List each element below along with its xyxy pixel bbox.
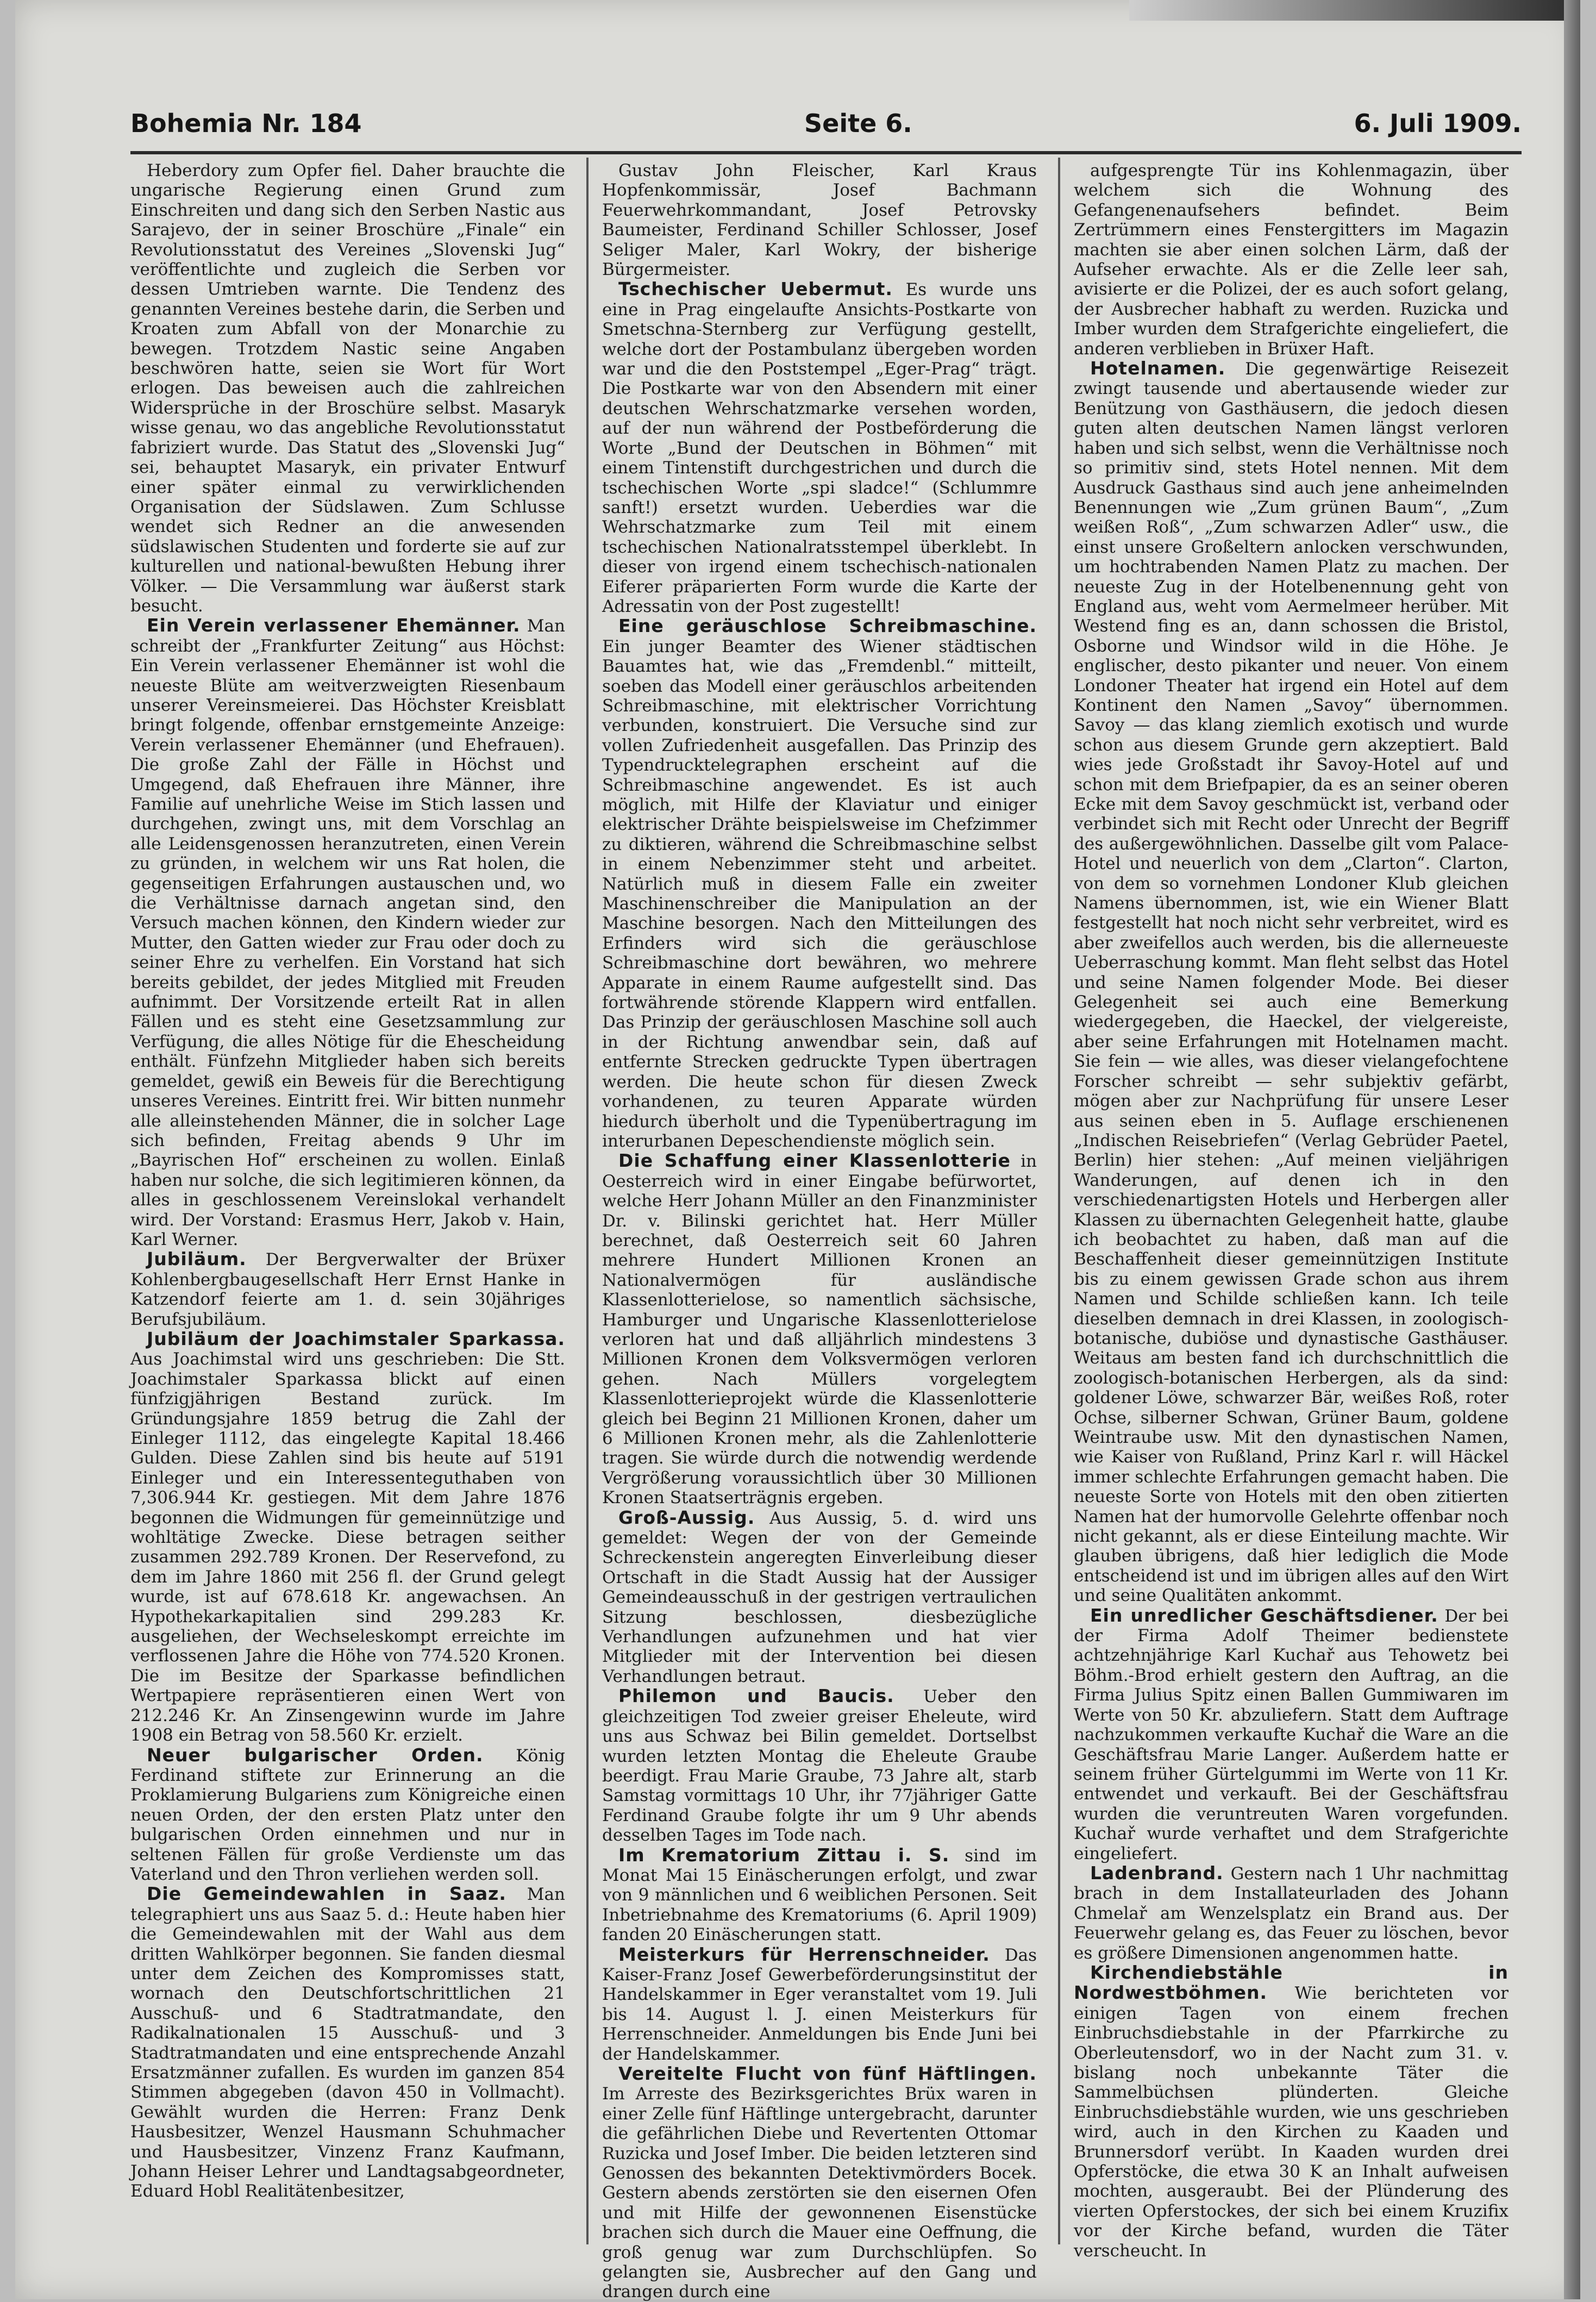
column-divider <box>1058 158 1060 2244</box>
article-headline: Hotelnamen. <box>1090 358 1226 379</box>
article-headline: Jubiläum. <box>147 1248 247 1270</box>
article-headline: Vereitelte Flucht von fünf Häftlingen. <box>618 2063 1037 2084</box>
article-body: Aus Aussig, 5. d. wird uns gemeldet: Wegen der von der Gemeinde Schreckenstein angeregten Einverleibung dieser Ortschaft in die Stadt Aussig hat der Aussiger Gemeindeausschuß in der gestrigen vertraulichen Sitzung beschlossen, diesbezügliche Verhandlungen aufzunehmen und hat vier Mitglieder mit der Intervention bei diesen Verhandlungen betraut. <box>602 1508 1037 1686</box>
article <box>602 1151 1037 1507</box>
article <box>130 1746 565 1885</box>
article-headline: Philemon und Baucis. <box>618 1685 894 1707</box>
article-body: Ein junger Beamter des Wiener städtischen Bauamtes hat, wie das „Fremdenbl.“ mitteilt, soeben das Modell einer geräuschlos arbeitenden Schreibmaschine, mit elektrischer Vorrichtung verbunden, konstruiert. Die Versuche sind zur vollen Zufriedenheit ausgefallen. Das Prinzip des Typendrucktelegraphen erscheint auf die Schreibmaschine angewendet. Es ist auch möglich, mit Hilfe der Klaviatur und einiger elektrischer Drähte beispielsweise im Chefzimmer zu diktieren, während die Schreibmaschine selbst in einem Nebenzimmer steht und arbeitet. Natürlich muß in diesem Falle ein zweiter Maschinenschreiber die Manipulation an der Maschine besorgen. Nach den Mitteilungen des Erfinders wird sich die geräuschlose Schreibmaschine dort bewähren, wo mehrere Apparate in einem Raume aufgestellt sind. Das fortwährende störende Klappern wird entfallen. Das Prinzip der geräuschlosen Maschine soll auch in der Richtung anwendbar sein, daß auf entfernte Strecken gedruckte Typen übertragen werden. Die heute schon für diesen Zweck vorhandenen, zu teuren Apparate würden hiedurch überholt und die Typenübertragung im interurbanen Depeschendienste möglich sein. <box>602 636 1037 1151</box>
article-body: Man schreibt der „Frankfurter Zeitung“ aus Höchst: Ein Verein verlassener Ehemänner ist wohl die neueste Blüte am weitverzweigten Riesenbaum unserer Vereinsmeierei. Das Höchster Kreisblatt bringt folgende, offenbar ernstgemeinte Anzeige: Verein verlassener Ehemänner (und Ehefrauen). Die große Zahl der Fälle in Höchst und Umgegend, daß Ehefrauen ihre Männer, ihre Familie auf unehrliche Weise im Stich lassen und durchgehen, zwingt uns, mit dem Vorschlag an alle Leidensgenossen heranzutreten, einen Verein zu gründen, in welchem wir uns Rat holen, die gegenseitigen Erfahrungen austauschen und, wo die Verhältnisse darnach angetan sind, den Versuch machen können, den Kindern wieder zur Mutter, den Gatten wieder zur Frau oder doch zu seiner Ehre zu verhelfen. Ein Vorstand hat sich bereits gebildet, der jedes Mitglied mit Freuden aufnimmt. Der Vorsitzende erteilt Rat in allen Fällen und es steht eine Gesetzsammlung zur Verfügung, die alles Nötige für die Ehescheidung enthält. Fünfzehn Mitglieder haben sich bereits gemeldet, gewiß ein Beweis für die Berechtigung unseres Vereines. Eintritt frei. Wir bitten nunmehr alle alleinstehenden Männer, die in solcher Lage sich befinden, Freitag abends 9 Uhr im „Bayrischen Hof“ erscheinen zu wollen. Einlaß haben nur solche, die sich legitimieren können, da alles in geschlossenem Vereinslokal verhandelt wird. Der Vorstand: Erasmus Herr, Jakob v. Hain, Karl Werner. <box>130 616 565 1249</box>
issue-date: 6. Juli 1909. <box>1354 109 1522 138</box>
article-headline: Im Krematorium Zittau i. S. <box>618 1844 950 1866</box>
article <box>130 1884 565 2201</box>
article <box>130 161 565 616</box>
article-body: Das Kaiser-Franz Josef Gewerbeförderungsinstitut der Handelskammer in Eger veranstaltet vom 19. Juli bis 14. August l. J. einen Meisterkurs für Herrenschneider. Anmeldungen bis Ende Juni bei der Handelskammer. <box>602 1945 1037 2064</box>
article-body: in Oesterreich wird in einer Eingabe befürwortet, welche Herr Johann Müller an den Finanzminister Dr. v. Bilinski gerichtet hat. Herr Müller berechnet, daß Oesterreich seit 60 Jahren mehrere Hundert Millionen Kronen an Nationalvermögen für ausländische Klassenlotterielose, so namentlich sächsische, Hamburger und Ungarische Klassenlotterielose verloren hat und daß alljährlich mindestens 3 Millionen Kronen dem Volksvermögen verloren gehen. Nach Müllers vorgelegtem Klassenlotterieprojekt würde die Klassenlotterie gleich bei Beginn 21 Millionen Kronen, daher um 6 Millionen Kronen mehr, als die Zahlenlotterie tragen. Sie würde durch die notwendig werdende Vergrößerung voraussichtlich über 30 Millionen Kronen Staatserträgnis ergeben. <box>602 1152 1037 1508</box>
header-rule <box>130 151 1522 154</box>
article-body: Der Bergverwalter der Brüxer Kohlenbergbaugesellschaft Herr Ernst Hanke in Katzendorf feierte am 1. d. sein 30jähriges Berufsjubiläum. <box>130 1250 565 1329</box>
article-headline: Ein unredlicher Geschäftsdiener. <box>1090 1604 1438 1626</box>
article-headline: Tschechischer Uebermut. <box>618 278 893 300</box>
article <box>602 279 1037 616</box>
article <box>602 1846 1037 1945</box>
article <box>1074 1606 1509 1863</box>
article-body: Es wurde uns eine in Prag eingelaufte Ansichts-Postkarte von Smetschna-Sternberg zur Verfügung gestellt, welche dort der Postambulanz übergeben worden war und die den Poststempel „Eger-Prag“ trägt. Die Postkarte war von den Absendern mit einer deutschen Wehrschatzmarke versehen worden, auf der nun während der Postbeförderung die Worte „Bund der Deutschen in Böhmen“ mit einem Tintenstift durchgestrichen und durch die tschechischen Worte „spi sladce!“ (Schlummre sanft!) ersetzt wurden. Ueberdies war die Wehrschatzmarke zum Teil mit einem tschechischen Nationalratsstempel überklebt. In dieser von irgend einem tschechisch-nationalen Eiferer präparierten Form wurde die Karte der Adressatin von der Post zugestellt! <box>602 280 1037 616</box>
article-body: Gustav John Fleischer, Karl Kraus Hopfenkommissär, Josef Bachmann Feuerwehrkommandant, Josef Petrovsky Baumeister, Ferdinand Schiller Schlosser, Josef Seliger Maler, Karl Wokry, der bisherige Bürgermeister. <box>602 161 1037 280</box>
article-body: Gestern nach 1 Uhr nachmittag brach in dem Installateurladen des Johann Chmelař am Wenzelsplatz ein Brand aus. Der Feuerwehr gelang es, das Feuer zu löschen, bevor es größere Dimensionen angenommen hatte. <box>1074 1863 1509 1963</box>
article <box>1074 1863 1509 1963</box>
article <box>602 1945 1037 2064</box>
scan-edge-shadow <box>1564 0 1580 2299</box>
article-headline: Die Gemeindewahlen in Saaz. <box>147 1883 506 1905</box>
article <box>1074 1963 1509 2261</box>
article-body: Der bei der Firma Adolf Theimer bedienstete achtzehnjährige Karl Kuchař aus Tehowetz bei Böhm.-Brod erhielt gestern den Auftrag, an die Firma Julius Spitz einen Ballen Gummiwaren im Werte von 50 Kr. abzuliefern. Statt dem Auftrage nachzukommen verkaufte Kuchař die Ware an die Geschäftsfrau Marie Langer. Außerdem hatte er seinem früher Gürtelgummi im Werte von 11 Kr. entwendet und verkauft. Bei der Geschäftsfrau wurden die veruntreuten Waren vorgefunden. Kuchař wurde verhaftet und dem Strafgerichte eingeliefert. <box>1074 1606 1509 1863</box>
article <box>130 1329 565 1746</box>
article <box>602 161 1037 279</box>
column-3 <box>1074 161 1509 2261</box>
article <box>130 616 565 1249</box>
article-headline: Groß-Aussig. <box>618 1506 755 1528</box>
page-number: Seite 6. <box>804 109 912 138</box>
column-1 <box>130 161 565 2245</box>
article <box>602 1508 1037 1687</box>
article <box>130 1249 565 1329</box>
article-headline: Ein Verein verlassener Ehemänner. <box>147 615 521 636</box>
article-headline: Meisterkurs für Herrenschneider. <box>618 1943 990 1965</box>
article-body: aufgesprengte Tür ins Kohlenmagazin, über welchem sich die Wohnung des Gefangenenaufsehers befindet. Beim Zertrümmern eines Fenstergitters im Magazin machten sie aber einen solchen Lärm, daß der Aufseher erwachte. Als er die Zelle leer sah, avisierte er die Polizei, der es auch sofort gelang, der Ausbrecher habhaft zu werden. Ruzicka und Imber wurden dem Strafgerichte eingeliefert, die anderen verblieben in Brüxer Haft. <box>1074 161 1509 359</box>
article <box>1074 359 1509 1606</box>
article-headline: Neuer bulgarischer Orden. <box>147 1744 484 1766</box>
article <box>602 1686 1037 1845</box>
scan-corner-shadow <box>1129 0 1580 21</box>
article-body: sind im Monat Mai 15 Einäscherungen erfolgt, und zwar von 9 männlichen und 6 weiblichen Personen. Seit Inbetriebnahme des Krematoriums (6. April 1909) fanden 20 Einäscherungen statt. <box>602 1846 1037 1945</box>
article-body: Die gegenwärtige Reisezeit zwingt tausende und abertausende wieder zur Benützung von Gasthäusern, die jedoch diesen guten alten deutschen Namen längst verloren haben und sich selbst, wenn die Verhältnisse noch so primitiv sind, stets Hotel nennen. Mit dem Ausdruck Gasthaus sind auch jene anheimelnden Benennungen wie „Zum grünen Baum“, „Zum weißen Roß“, „Zum schwarzen Adler“ usw., die einst unsere Großeltern anlocken verschwunden, um hochtrabenden Namen Platz zu machen. Der neueste Zug in der Hotelbenennung geht von England aus, weht vom Aermelmeer herüber. Mit Westend fing es an, dann schossen die Bristol, Osborne und Windsor wild in die Höhe. Je englischer, desto pikanter und neuer. Von einem Londoner Theater hat irgend ein Hotel auf dem Kontinent den Namen „Savoy“ übernommen. Savoy — das klang ziemlich exotisch und wurde schon aus diesem Grunde gern akzeptiert. Bald wies jede Großstadt ihr Savoy-Hotel auf und schon mit dem Briefpapier, da es an seiner oberen Ecke mit dem Savoy geschmückt ist, verband oder verbindet sich mit Recht oder Unrecht der Begriff des außergewöhnlichen. Dasselbe gilt vom Palace-Hotel und neuerlich von dem „Clarton“. Clarton, von dem so vornehmen Londoner Klub gleichen Namens übernommen, ist, wie ein Wiener Blatt festgestellt hat noch nicht sehr verbreitet, wird es aber zweifellos auch werden, bis die allerneueste Ueberraschung kommt. Man fleht selbst das Hotel und seine Namen folgender Mode. Bei dieser Gelegenheit sei auch eine Bemerkung wiedergegeben, die Haeckel, der vielgereiste, aber seine Erfahrungen mit Hotelnamen macht. Sie fein — wie alles, was dieser vielangefochtene Forscher schreibt — sehr subjektiv gefärbt, mögen aber zur Nachprüfung für unsere Leser aus seinen eben in 5. Auflage erschienenen „Indischen Reisebriefen“ (Verlag Gebrüder Paetel, Berlin) hier stehen: „Auf meinen vieljährigen Wanderungen, auf denen ich in den verschiedenartigsten Hotels und Herbergen aller Klassen zu übernachten Gelegenheit hatte, glaube ich beobachtet zu haben, daß man auf die Beschaffenheit dieser gemeinnützigen Institute bis zu einem gewissen Grade schon aus ihrem Namen und Schilde schließen kann. Ich teile dieselben demnach in drei Klassen, in zoologisch-botanische, dubiöse und dynastische Gasthäuser. Weitaus am besten fand ich durchschnittlich die zoologisch-botanischen Herbergen, als da sind: goldener Löwe, schwarzer Bär, weißes Roß, roter Ochse, silberner Schwan, Grüner Baum, goldene Weintraube usw. Mit den dynastischen Namen, wie Kaiser von Rußland, Prinz Karl r. will Häckel immer schlechte Erfahrungen gemacht haben. Die neueste Sorte von Hotels mit den oben zitierten Namen hat der humorvolle Gelehrte offenbar noch nicht gekannt, als er diese Einteilung machte. Wir glauben übrigens, daß hier lediglich die Mode entscheidend ist und im übrigen alles auf den Wirt und seine Qualitäten ankommt. <box>1074 359 1509 1606</box>
article <box>602 616 1037 1151</box>
column-2 <box>602 161 1037 2302</box>
article-body: Man telegraphiert uns aus Saaz 5. d.: Heute haben hier die Gemeindewahlen mit der Wahl aus dem dritten Wahlkörper begonnen. Sie fanden diesmal unter dem Zeichen des Kompromisses statt, wornach den Deutschfortschrittlichen 21 Ausschuß- und 6 Stadtratmandate, den Radikalnationalen 15 Ausschuß- und 3 Stadtratmandaten und eine entsprechende Anzahl Ersatzmänner zufallen. Es wurden im ganzen 854 Stimmen abgegeben (davon 450 in Vollmacht). Gewählt wurden die Herren: Franz Denk Hausbesitzer, Wenzel Hausmann Schuhmacher und Hausbesitzer, Vinzenz Franz Kaufmann, Johann Heiser Lehrer und Landtagsabgeordneter, Eduard Hobl Realitätenbesitzer, <box>130 1885 565 2201</box>
article-body: Ueber den gleichzeitigen Tod zweier greiser Eheleute, wird uns aus Schwaz bei Bilin gemeldet. Dortselbst wurden letzten Montag die Eheleute Graube beerdigt. Frau Marie Graube, 73 Jahre alt, starb Samstag vormittags 10 Uhr, ihr 77jähriger Gatte Ferdinand Graube folgte ihr um 9 Uhr abends desselben Tages im Tode nach. <box>602 1687 1037 1846</box>
article-body: Im Arreste des Bezirksgerichtes Brüx waren in einer Zelle fünf Häftlinge untergebracht, darunter die gefährlichen Diebe und Revertenten Ottomar Ruzicka und Josef Imber. Die beiden letzteren sind Genossen des bekannten Detektivmörders Bocek. Gestern abends zerstörten sie den eisernen Ofen und mit Hilfe der gewonnenen Eisenstücke brachen sich durch die Mauer eine Oeffnung, die groß genug war zum Durchschlüpfen. So gelangten sie, Ausbrecher auf den Gang und drangen durch eine <box>602 2084 1037 2302</box>
article-body: Heberdory zum Opfer fiel. Daher brauchte die ungarische Regierung einen Grund zum Einschreiten und dang sich den Serben Nastic aus Sarajevo, der in seiner Broschüre „Finale“ ein Revolutionsstatut des Vereines „Slovenski Jug“ veröffentlichte und zugleich die Serben vor dessen Umtrieben warnte. Die Tendenz des genannten Vereines bestehe darin, die Serben und Kroaten zum Abfall von der Monarchie zu bewegen. Trotzdem Nastic seine Angaben beschwören hatte, seien sie Wort für Wort erlogen. Das beweisen auch die zahlreichen Widersprüche in der Broschüre selbst. Masaryk wisse genau, wo das angebliche Revolutionsstatut fabriziert wurde. Das Statut des „Slovenski Jug“ sei, behauptet Masaryk, ein privater Entwurf einer später einmal zu verwirklichenden Organisation der Südslawen. Zum Schlusse wendet sich Redner an die anwesenden südslawischen Studenten und forderte sie auf zur kulturellen und national-bewußten Hebung ihrer Völker. — Die Versammlung war äußerst stark besucht. <box>130 161 565 616</box>
article-headline: Die Schaffung einer Klassenlotterie <box>618 1150 1011 1172</box>
article-body: Wie berichteten vor einigen Tagen von einem frechen Einbruchsdiebstahle in der Pfarrkirche zu Oberleutensdorf, wo in der Nacht zum 31. v. bislang noch unbekannte Täter die Sammelbüchsen plünderten. Gleiche Einbruchsdiebstähle wurden, wie uns geschrieben wird, auch in den Kirchen zu Kaaden und Brunnersdorf verübt. In Kaaden wurden drei Opferstöcke, die etwa 30 K an Inhalt aufweisen mochten, ausgeraubt. Bei der Plünderung des vierten Opferstockes, der sich bei einem Kruzifix vor der Kirche befand, wurden die Täter verscheucht. In <box>1074 1984 1509 2261</box>
article-headline: Kirchendiebstähle in Nordwestböhmen. <box>1074 1961 1509 2004</box>
article-body: König Ferdinand stiftete zur Erinnerung an die Proklamierung Bulgariens zum Königreiche einen neuen Orden, der den ersten Platz unter den bulgarischen Orden einnehmen und nur in seltenen Fällen für große Verdienste um das Vaterland und den Thron verliehen werden soll. <box>130 1746 565 1884</box>
page-header <box>130 109 1522 152</box>
article-headline: Jubiläum der Joachimstaler Sparkassa. <box>147 1328 565 1349</box>
article-body: Aus Joachimstal wird uns geschrieben: Die Stt. Joachimstaler Sparkassa blickt auf einen fünfzigjährigen Bestand zurück. Im Gründungsjahre 1859 betrug die Zahl der Einleger 1112, das eingelegte Kapital 18.466 Gulden. Diese Zahlen sind bis heute auf 5191 Einleger und ein Interessenteguthaben von 7,306.944 Kr. gestiegen. Mit dem Jahre 1876 begonnen die Widmungen für gemeinnützige und wohltätige Zwecke. Diese betragen seither zusammen 292.789 Kronen. Der Reservefond, zu dem im Jahre 1860 mit 256 fl. der Grund gelegt wurde, ist auf 678.618 Kr. angewachsen. An Hypothekarkapitalien sind 299.283 Kr. ausgeliehen, der Wechseleskompt erreichte im verflossenen Jahre die Höhe von 774.520 Kronen. Die im Besitze der Sparkasse befindlichen Wertpapiere repräsentieren einen Wert von 212.246 Kr. An Zinsengewinn wurde im Jahre 1908 ein Betrag von 58.560 Kr. erzielt. <box>130 1349 565 1746</box>
column-divider <box>586 158 589 2244</box>
article-headline: Ladenbrand. <box>1090 1862 1224 1884</box>
article <box>1074 161 1509 359</box>
article <box>602 2064 1037 2302</box>
article-headline: Eine geräuschlose Schreibmaschine. <box>618 615 1037 637</box>
newspaper-issue: Bohemia Nr. 184 <box>130 109 362 138</box>
